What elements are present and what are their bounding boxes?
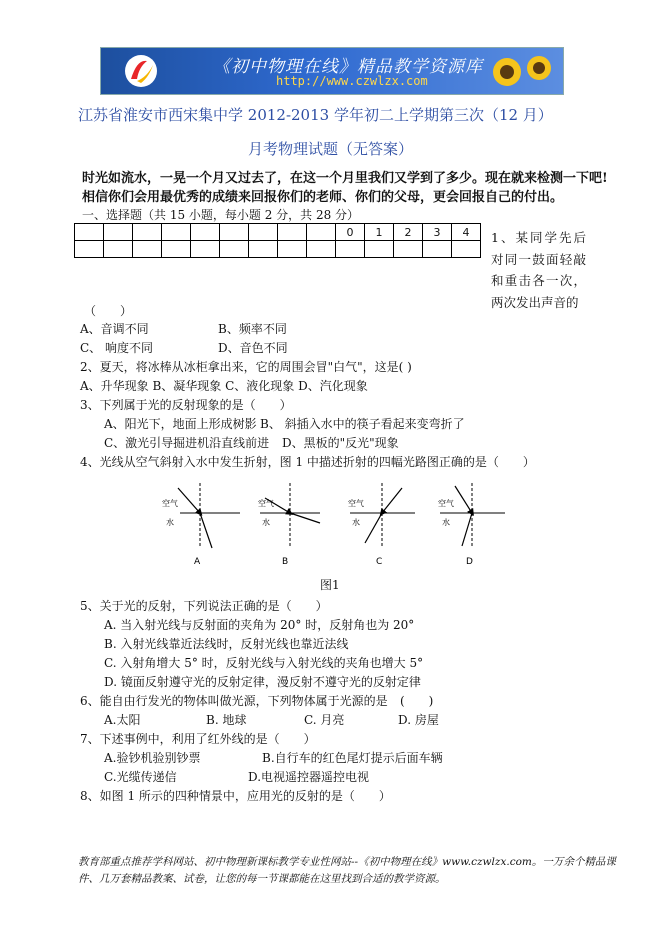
answer-cell[interactable] <box>133 224 162 241</box>
q1-option-d: D、音色不同 <box>218 341 288 355</box>
q3-option-d: D、黑板的"反光"现象 <box>282 436 399 450</box>
answer-cell[interactable] <box>336 241 365 258</box>
q1-option-a: A、音调不同 <box>80 322 149 336</box>
q6-paren: ( ) <box>400 694 434 708</box>
q5-option-d: D. 镜面反射遵守光的反射定律，漫反射不遵守光的反射定律 <box>104 675 421 689</box>
answer-grid-row <box>75 224 481 241</box>
answer-cell[interactable] <box>249 241 278 258</box>
footer-line2: 件、几万套精品教案、试卷，让您的每一节课都能在这里找到合适的教学资源。 <box>78 873 446 885</box>
air-label: 空气 <box>258 499 274 508</box>
page-footer <box>78 854 616 888</box>
sunflower-icon <box>487 52 559 90</box>
answer-cell[interactable] <box>249 224 278 241</box>
q1-text: 1、某同学先后对同一鼓面轻敲和重击各一次，两次发出声音的 <box>491 230 586 310</box>
exam-title-line1: 江苏省淮安市西宋集中学 2012-2013 学年初二上学期第三次（12 月） <box>78 106 553 124</box>
q7-option-a: A.验钞机验别钞票 <box>104 751 201 765</box>
answer-cell[interactable] <box>75 241 104 258</box>
answer-cell[interactable] <box>162 241 191 258</box>
diagram-label-c: C <box>376 557 383 567</box>
answer-cell[interactable] <box>104 224 133 241</box>
site-banner <box>100 47 564 95</box>
q3-text: 3、下列属于光的反射现象的是（ ） <box>80 398 292 412</box>
air-label: 空气 <box>348 499 364 508</box>
diagram-a <box>162 483 240 567</box>
q2-options: A、升华现象 B、凝华现象 C、液化现象 D、汽化现象 <box>80 379 368 393</box>
answer-cell[interactable] <box>75 224 104 241</box>
answer-cell[interactable] <box>133 241 162 258</box>
footer-line1: 教育部重点推荐学科网站、初中物理新课标教学专业性网站--《初中物理在线》www.czwlzx.com。一万余个精品课 <box>78 856 616 868</box>
answer-cell[interactable] <box>162 224 191 241</box>
diagram-label-d: D <box>466 557 473 567</box>
water-label: 水 <box>352 518 360 527</box>
q3-option-a: A、阳光下，地面上形成树影 <box>104 417 257 431</box>
diagram-c <box>348 483 415 567</box>
answer-cell[interactable]: 3 <box>423 224 452 241</box>
q5-option-a: A. 当入射光线与反射面的夹角为 20° 时，反射角也为 20° <box>104 618 415 632</box>
q1-paren: （ ） <box>84 304 133 318</box>
answer-cell[interactable]: 4 <box>452 224 481 241</box>
banner-title: 《初中物理在线》精品教学资源库 <box>213 57 483 77</box>
water-label: 水 <box>262 518 270 527</box>
answer-cell[interactable] <box>191 241 220 258</box>
refraction-figure <box>150 478 530 573</box>
diagram-b <box>258 483 320 567</box>
answer-cell[interactable] <box>394 241 423 258</box>
q5-text: 5、关于光的反射，下列说法正确的是（ ） <box>80 599 328 613</box>
answer-cell[interactable] <box>220 224 249 241</box>
q5-option-c: C. 入射角增大 5° 时，反射光线与入射光线的夹角也增大 5° <box>104 656 424 670</box>
q6-option-b: B. 地球 <box>206 713 247 727</box>
intro-line2: 相信你们会用最优秀的成绩来回报你们的老师、你们的父母，更会回报自己的付出。 <box>82 190 564 205</box>
diagram-d <box>438 483 505 567</box>
exam-title-line2: 月考物理试题（无答案） <box>247 140 413 158</box>
q6-text: 6、能自由行发光的物体叫做光源，下列物体属于光源的是 <box>80 694 388 708</box>
answer-cell[interactable]: 1 <box>365 224 394 241</box>
section-heading: 一、选择题（共 15 小题，每小题 2 分，共 28 分） <box>82 208 360 222</box>
q3-option-b: B、 斜插入水中的筷子看起来变弯折了 <box>260 417 465 431</box>
q1-option-c: C、 响度不同 <box>80 341 153 355</box>
air-label: 空气 <box>438 499 454 508</box>
q7-option-c: C.光缆传递信 <box>104 770 177 784</box>
q7-text: 7、下述事例中，利用了红外线的是（ ） <box>80 732 316 746</box>
q6-option-a: A.太阳 <box>104 713 141 727</box>
figure-caption: 图1 <box>320 578 340 592</box>
q3-option-c: C、激光引导掘进机沿直线前进 <box>104 436 270 450</box>
answer-cell[interactable] <box>307 224 336 241</box>
q6-option-c: C. 月亮 <box>304 713 345 727</box>
q7-option-d: D.电视遥控器遥控电视 <box>248 770 370 784</box>
q1-option-b: B、频率不同 <box>218 322 287 336</box>
intro-line1: 时光如流水，一晃一个月又过去了，在这一个月里我们又学到了多少。现在就来检测一下吧! <box>82 171 608 186</box>
answer-cell[interactable] <box>452 241 481 258</box>
answer-cell[interactable] <box>365 241 394 258</box>
answer-cell[interactable] <box>191 224 220 241</box>
answer-cell[interactable] <box>278 241 307 258</box>
answer-grid <box>74 223 481 258</box>
q7-option-b: B.自行车的红色尾灯提示后面车辆 <box>262 751 443 765</box>
diagram-label-b: B <box>282 557 289 567</box>
banner-url[interactable]: http://www.czwlzx.com <box>276 74 428 88</box>
answer-cell[interactable] <box>307 241 336 258</box>
water-label: 水 <box>442 518 450 527</box>
answer-cell[interactable] <box>104 241 133 258</box>
site-logo-icon <box>123 53 159 89</box>
q2-text: 2、夏天，将冰棒从冰柜拿出来，它的周围会冒"白气"，这是( ) <box>80 360 412 374</box>
water-label: 水 <box>166 518 174 527</box>
answer-cell[interactable]: 2 <box>394 224 423 241</box>
answer-cell[interactable] <box>423 241 452 258</box>
q5-option-b: B. 入射光线靠近法线时，反射光线也靠近法线 <box>104 637 349 651</box>
diagram-label-a: A <box>194 557 201 567</box>
answer-grid-row <box>75 241 481 258</box>
q6-option-d: D. 房屋 <box>398 713 439 727</box>
answer-cell[interactable]: 0 <box>336 224 365 241</box>
answer-cell[interactable] <box>278 224 307 241</box>
q4-text: 4、光线从空气斜射入水中发生折射，图 1 中描述折射的四幅光路图正确的是（ ） <box>80 455 535 469</box>
answer-cell[interactable] <box>220 241 249 258</box>
q8-text: 8、如图 1 所示的四种情景中，应用光的反射的是（ ） <box>80 789 391 803</box>
air-label: 空气 <box>162 499 178 508</box>
